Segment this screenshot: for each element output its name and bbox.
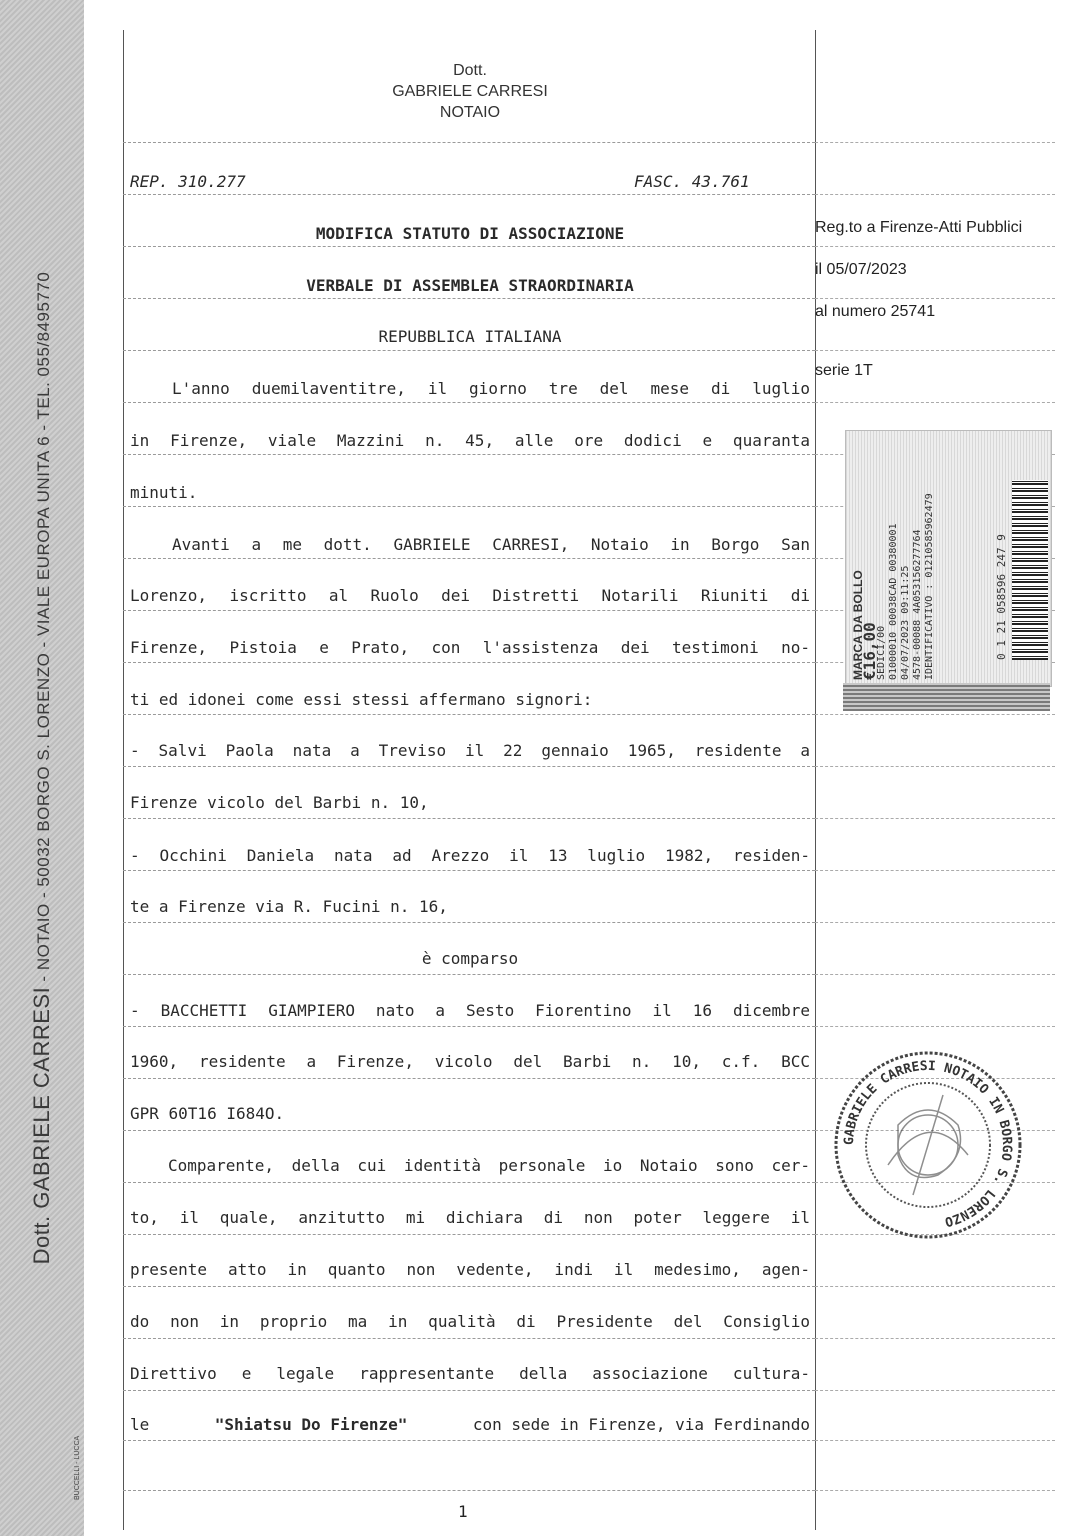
- document-title: MODIFICA STATUTO DI ASSOCIAZIONE: [315, 224, 625, 243]
- ruled-line: [123, 922, 815, 923]
- ruled-line: [123, 1286, 815, 1287]
- ruled-line: [123, 714, 815, 715]
- ruled-line: [123, 1440, 815, 1441]
- ruled-line: [123, 1182, 815, 1183]
- body-line: presente atto in quanto non vedente, indi il medesimo, agen-: [130, 1260, 810, 1279]
- stamp-code-2: 4578-00088 4A053156277764: [912, 529, 923, 680]
- stamp-security-band: [843, 683, 1050, 711]
- stamp-barcode: [1012, 480, 1048, 660]
- ruled-line-right: [815, 766, 1055, 767]
- body-line: to, il quale, anzitutto mi dichiara di non poter leggere il: [130, 1208, 810, 1227]
- ruled-line: [123, 1338, 815, 1339]
- ruled-line-right: [815, 1026, 1055, 1027]
- ruled-line: [123, 870, 815, 871]
- ruled-line-right: [815, 142, 1055, 143]
- ruled-line: [123, 1078, 815, 1079]
- body-line: L'anno duemilaventitre, il giorno tre del mese di luglio: [172, 379, 810, 398]
- ruled-line: [123, 194, 815, 195]
- ruled-line: [123, 1390, 815, 1391]
- ruled-line: [123, 1490, 815, 1491]
- body-line: Avanti a me dott. GABRIELE CARRESI, Notaio in Borgo San: [172, 535, 810, 554]
- body-line: minuti.: [130, 483, 198, 502]
- header-line-3: NOTAIO: [439, 104, 501, 121]
- ruled-line: [123, 402, 815, 403]
- ruled-line-right: [815, 1338, 1055, 1339]
- ruled-line-right: [815, 974, 1055, 975]
- body-line: Comparente, della cui identità personale io Notaio sono cer-: [168, 1156, 810, 1175]
- republic-heading: REPUBBLICA ITALIANA: [378, 327, 562, 346]
- ruled-line-right: [815, 714, 1055, 715]
- margin-band-text: Dott. GABRIELE CARRESI - NOTAIO - 50032 BORGO S. LORENZO - VIALE EUROPA UNITA 6 - TEL. 055/8495770: [29, 271, 54, 1265]
- body-line: do non in proprio ma in qualità di Presidente del Consiglio: [130, 1312, 810, 1331]
- body-line: Lorenzo, iscritto al Ruolo dei Distretti Notarili Riuniti di: [130, 586, 810, 605]
- ruled-line: [123, 506, 815, 507]
- notary-seal: [828, 1045, 1028, 1249]
- ruled-line: [123, 1234, 815, 1235]
- left-margin-line: [123, 30, 124, 1530]
- ruled-line: [123, 662, 815, 663]
- association-name: "Shiatsu Do Firenze": [214, 1415, 408, 1434]
- ruled-line: [123, 350, 815, 351]
- right-margin-line: [815, 30, 816, 1530]
- last-line-suffix: con sede in Firenze, via Ferdinando: [472, 1415, 810, 1434]
- ruled-line-right: [815, 350, 1055, 351]
- ruled-line: [123, 142, 815, 143]
- last-line-prefix: le: [130, 1415, 150, 1434]
- ruled-line-right: [815, 246, 1055, 247]
- body-line: è comparso: [421, 949, 519, 968]
- body-line: te a Firenze via R. Fucini n. 16,: [130, 897, 448, 916]
- body-line: - BACCHETTI GIAMPIERO nato a Sesto Fiorentino il 16 dicembre: [130, 1001, 810, 1020]
- stamp-identifier: IDENTIFICATIVO : 01210585962479: [924, 493, 935, 680]
- ruled-line: [123, 454, 815, 455]
- stamp-label: MARCA DA BOLLO: [851, 570, 865, 680]
- header-line-1: Dott.: [453, 62, 487, 79]
- margin-band-title: Dott. GABRIELE CARRESI: [29, 986, 54, 1265]
- body-line: Firenze, Pistoia e Prato, con l'assistenza dei testimoni no-: [130, 638, 810, 657]
- body-line: Firenze vicolo del Barbi n. 10,: [130, 793, 429, 812]
- body-line: ti ed idonei come essi stessi affermano signori:: [130, 690, 593, 709]
- registration-line-3: al numero 25741: [815, 303, 936, 320]
- ruled-line-right: [815, 922, 1055, 923]
- fasc-number: FASC. 43.761: [634, 172, 750, 191]
- ruled-line-right: [815, 194, 1055, 195]
- registration-line-1: Reg.to a Firenze-Atti Pubblici: [815, 219, 1023, 236]
- ruled-line: [123, 766, 815, 767]
- ruled-line: [123, 974, 815, 975]
- stamp-barcode-number: 0 1 21 058596 247 9: [995, 534, 1008, 660]
- ruled-line: [123, 1026, 815, 1027]
- body-line: GPR 60T16 I684O.: [130, 1104, 285, 1123]
- registration-line-4: serie 1T: [815, 362, 873, 379]
- seal-text: GABRIELE CARRESI NOTAIO IN BORGO S. LORENZO: [841, 1058, 1015, 1229]
- margin-band-printer: BUCCELLI - LUCCA: [74, 1435, 81, 1500]
- ruled-line-right: [815, 1286, 1055, 1287]
- stamp-words: SEDICI/00: [876, 625, 887, 680]
- registration-line-2: il 05/07/2023: [815, 261, 907, 278]
- ruled-line-right: [815, 298, 1055, 299]
- body-line: in Firenze, viale Mazzini n. 45, alle ore dodici e quaranta: [130, 431, 810, 450]
- notary-header: [330, 60, 610, 123]
- ruled-line-right: [815, 1490, 1055, 1491]
- margin-band-address: NOTAIO - 50032 BORGO S. LORENZO - VIALE EUROPA UNITA 6 - TEL. 055/8495770: [34, 271, 53, 971]
- ruled-line-right: [815, 818, 1055, 819]
- stamp-datetime: 04/07/2023 09:11:25: [900, 565, 911, 680]
- ruled-line-right: [815, 1390, 1055, 1391]
- stamp-amount: €16,00: [860, 622, 879, 680]
- body-line-last: [130, 1415, 810, 1434]
- margin-band: [0, 0, 84, 1536]
- ruled-line: [123, 610, 815, 611]
- header-line-2: GABRIELE CARRESI: [392, 83, 548, 100]
- ruled-line-right: [815, 870, 1055, 871]
- ruled-line-right: [815, 402, 1055, 403]
- body-line: - Salvi Paola nata a Treviso il 22 gennaio 1965, residente a: [130, 741, 810, 760]
- ruled-line-right: [815, 1440, 1055, 1441]
- document-subtitle: VERBALE DI ASSEMBLEA STRAORDINARIA: [306, 276, 634, 295]
- ruled-line: [123, 298, 815, 299]
- page-number: 1: [458, 1502, 468, 1521]
- ruled-line: [123, 1130, 815, 1131]
- body-line: 1960, residente a Firenze, vicolo del Barbi n. 10, c.f. BCC: [130, 1052, 810, 1071]
- ruled-line: [123, 246, 815, 247]
- ruled-line: [123, 818, 815, 819]
- body-line: - Occhini Daniela nata ad Arezzo il 13 luglio 1982, residen-: [130, 846, 810, 865]
- ruled-line: [123, 558, 815, 559]
- rep-number: REP. 310.277: [130, 172, 246, 191]
- stamp-code-1: 01000010 00038CAD 00380001: [888, 523, 899, 680]
- body-line: Direttivo e legale rappresentante della associazione cultura-: [130, 1364, 810, 1383]
